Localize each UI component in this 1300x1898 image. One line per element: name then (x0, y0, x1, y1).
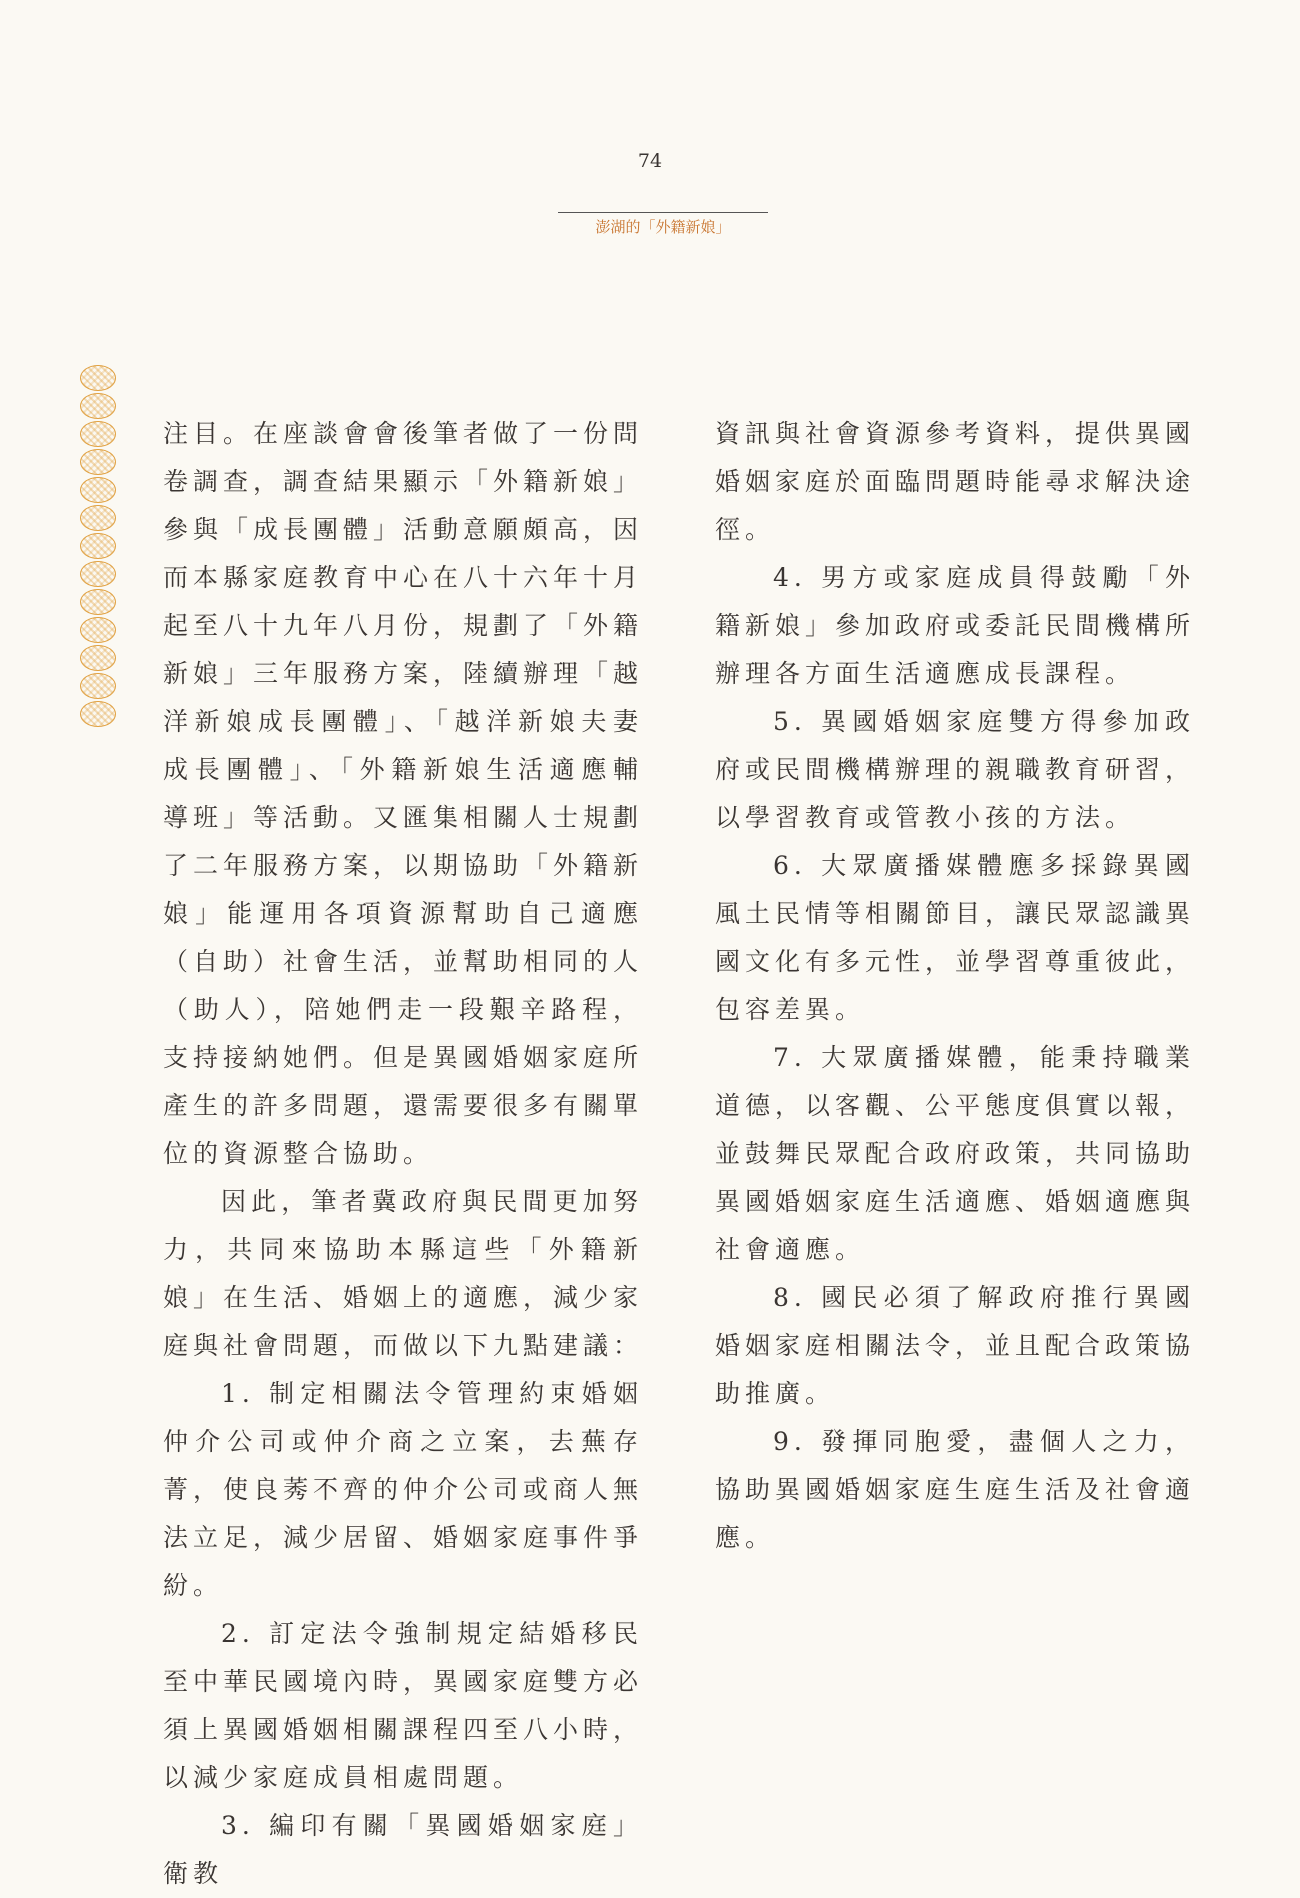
paragraph-continuation: 注目。在座談會會後筆者做了一份問卷調查，調查結果顯示「外籍新娘」參與「成長團體」活動意願頗高，因而本縣家庭教育中心在八十六年十月起至八十九年八月份，規劃了「外籍新娘」三年服務方案，陸續辦理「越洋新娘成長團體」、「越洋新娘夫妻成長團體」、「外籍新娘生活適應輔導班」等活動。又匯集相關人士規劃了二年服務方案，以期協助「外籍新娘」能運用各項資源幫助自己適應（自助）社會生活，並幫助相同的人（助人），陪她們走一段艱辛路程，支持接納她們。但是異國婚姻家庭所產生的許多問題，還需要很多有關單位的資源整合協助。 (163, 419, 644, 1168)
ornament-bead (80, 533, 116, 559)
ornament-bead (80, 449, 116, 475)
ornament-bead (80, 505, 116, 531)
recommendation-1: 1. 制定相關法令管理約束婚姻仲介公司或仲介商之立案，去蕪存菁，使良莠不齊的仲介公司或商人無法立足，減少居留、婚姻家庭事件爭紛。 (163, 1379, 644, 1600)
recommendation-4: 4. 男方或家庭成員得鼓勵「外籍新娘」參加政府或委託民間機構所辦理各方面生活適應成長課程。 (715, 563, 1196, 688)
ornament-bead (80, 421, 116, 447)
recommendation-3-start: 3. 編印有關「異國婚姻家庭」衛教 (163, 1811, 643, 1888)
running-title: 澎湖的「外籍新娘」 (595, 218, 731, 236)
ornament-bead (80, 617, 116, 643)
right-column (715, 410, 1195, 1562)
recommendation-5: 5. 異國婚姻家庭雙方得參加政府或民間機構辦理的親職教育研習，以學習教育或管教小孩的方法。 (715, 707, 1196, 832)
recommendation-3-end: 資訊與社會資源參考資料，提供異國婚姻家庭於面臨問題時能尋求解決途徑。 (715, 419, 1196, 544)
ornament-bead (80, 393, 116, 419)
ornament-bead (80, 561, 116, 587)
recommendation-7: 7. 大眾廣播媒體，能秉持職業道德，以客觀、公平態度俱實以報，並鼓舞民眾配合政府政策，共同協助異國婚姻家庭生活適應、婚姻適應與社會適應。 (715, 1043, 1196, 1264)
recommendation-2: 2. 訂定法令強制規定結婚移民至中華民國境內時，異國家庭雙方必須上異國婚姻相關課程四至八小時，以減少家庭成員相處問題。 (163, 1619, 644, 1792)
ornament-bead (80, 589, 116, 615)
ornament-bead (80, 673, 116, 699)
header-rule (558, 212, 768, 213)
ornament-bead (80, 477, 116, 503)
recommendation-9: 9. 發揮同胞愛，盡個人之力，協助異國婚姻家庭生庭生活及社會適應。 (715, 1427, 1196, 1552)
ornament-bead (80, 701, 116, 727)
ornament-bead (80, 365, 116, 391)
margin-ornament (78, 365, 120, 729)
page-number: 74 (637, 150, 663, 172)
paragraph-intro-recommendations: 因此，筆者冀政府與民間更加努力，共同來協助本縣這些「外籍新娘」在生活、婚姻上的適應，減少家庭與社會問題，而做以下九點建議： (163, 1187, 644, 1360)
left-column (163, 410, 643, 1898)
ornament-bead (80, 645, 116, 671)
recommendation-8: 8. 國民必須了解政府推行異國婚姻家庭相關法令，並且配合政策協助推廣。 (715, 1283, 1196, 1408)
recommendation-6: 6. 大眾廣播媒體應多採錄異國風土民情等相關節目，讓民眾認識異國文化有多元性，並學習尊重彼此，包容差異。 (715, 851, 1196, 1024)
